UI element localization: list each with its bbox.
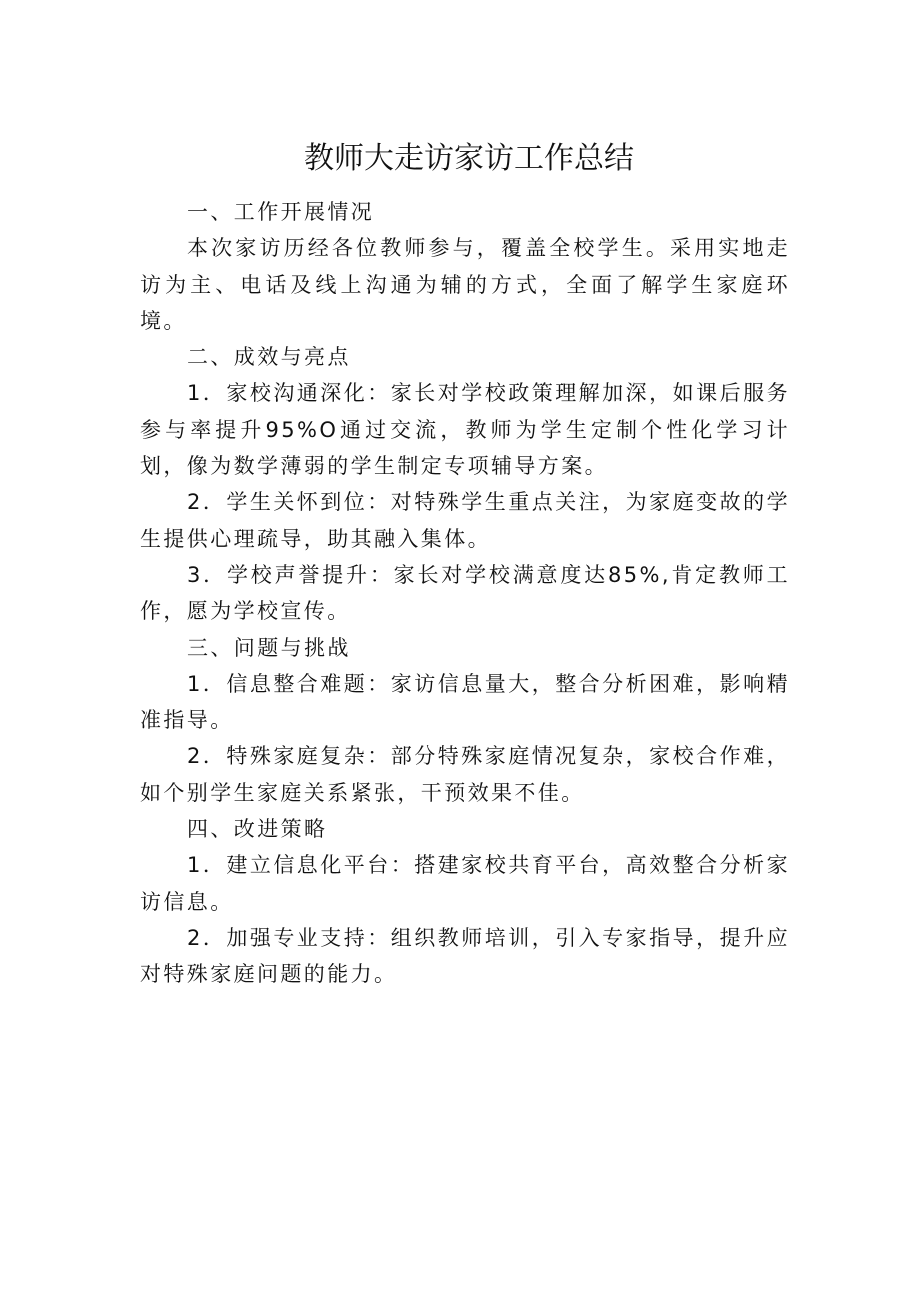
section-heading: 三、问题与挑战 xyxy=(187,635,351,660)
section-heading: 四、改进策略 xyxy=(187,817,328,842)
document-page xyxy=(140,136,790,993)
paragraph: 本次家访历经各位教师参与，覆盖全校学生。采用实地走访为主、电话及线上沟通为辅的方式，全面了解学生家庭环境。 xyxy=(140,236,790,333)
section-heading: 一、工作开展情况 xyxy=(187,200,375,224)
section-problems xyxy=(140,630,790,811)
section-achievements xyxy=(140,339,790,629)
paragraph: 3．学校声誉提升：家长对学校满意度达85%,肯定教师工作，愿为学校宣传。 xyxy=(140,562,790,624)
paragraph: 1．建立信息化平台：搭建家校共育平台，高效整合分析家访信息。 xyxy=(140,853,790,914)
paragraph: 2．加强专业支持：组织教师培训，引入专家指导，提升应对特殊家庭问题的能力。 xyxy=(140,925,790,987)
section-improvements xyxy=(140,811,790,992)
section-work-progress xyxy=(140,194,790,339)
paragraph: 1．家校沟通深化：家长对学校政策理解加深，如课后服务参与率提升95%O通过交流，教师为学生定制个性化学习计划，像为数学薄弱的学生制定专项辅导方案。 xyxy=(140,381,790,479)
document-title: 教师大走访家访工作总结 xyxy=(304,141,634,176)
section-heading: 二、成效与亮点 xyxy=(187,345,351,370)
paragraph: 1．信息整合难题：家访信息量大，整合分析困难，影响精准指导。 xyxy=(140,671,790,733)
paragraph: 2．学生关怀到位：对特殊学生重点关注，为家庭变故的学生提供心理疏导，助其融入集体。 xyxy=(140,490,790,551)
paragraph: 2．特殊家庭复杂：部分特殊家庭情况复杂，家校合作难，如个别学生家庭关系紧张，干预效果不佳。 xyxy=(140,744,790,805)
